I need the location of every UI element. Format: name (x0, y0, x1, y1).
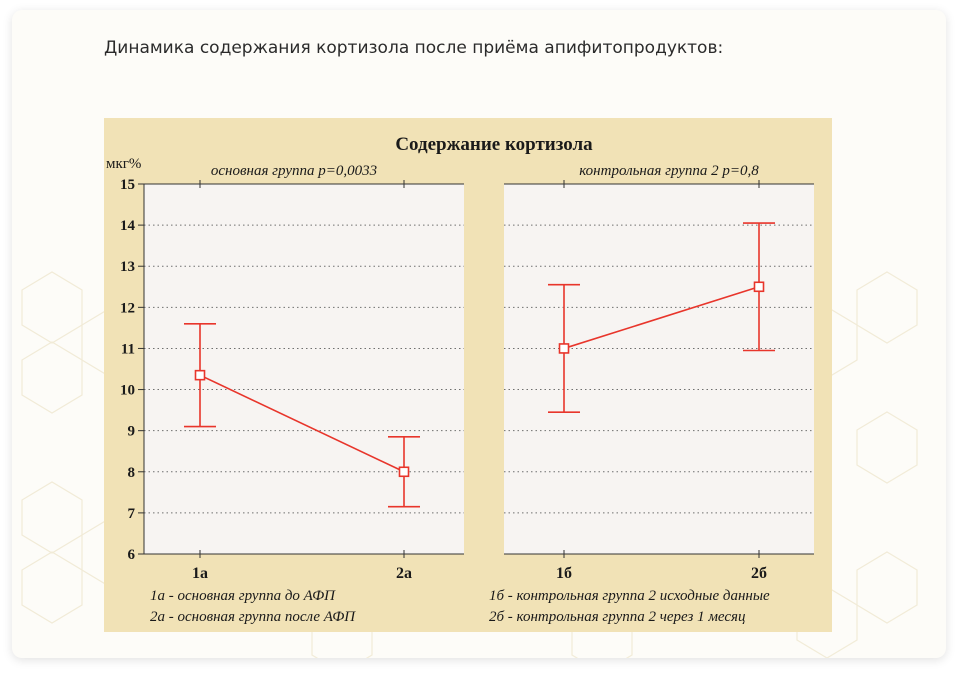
data-point (196, 371, 205, 380)
x-tick-label: 2б (751, 565, 767, 582)
legend-entry: 2а - основная группа после АФП (150, 609, 356, 625)
plot-area (504, 184, 814, 554)
chart-title: Содержание кортизола (395, 134, 593, 155)
page-heading: Динамика содержания кортизола после приёма апифитопродуктов: (104, 38, 724, 58)
legend-entry: 2б - контрольная группа 2 через 1 месяц (489, 609, 746, 625)
cortisol-chart (104, 118, 832, 632)
legend-entry: 1а - основная группа до АФП (150, 588, 335, 604)
plot-area (144, 184, 464, 554)
y-tick-label: 15 (120, 177, 135, 193)
y-tick-label: 13 (120, 259, 135, 276)
content-card (12, 10, 946, 658)
data-point (400, 467, 409, 476)
y-tick-label: 12 (120, 300, 135, 317)
data-point (560, 344, 569, 353)
y-tick-label: 11 (120, 341, 135, 358)
x-tick-label: 1б (556, 565, 572, 582)
y-axis-label: мкг% (106, 156, 142, 172)
y-tick-label: 9 (127, 423, 135, 440)
panel-subtitle: основная группа p=0,0033 (210, 163, 378, 179)
y-tick-label: 8 (127, 464, 135, 481)
cortisol-figure (104, 118, 832, 632)
panel-subtitle: контрольная группа 2 p=0,8 (579, 163, 759, 179)
y-tick-label: 7 (127, 505, 135, 522)
data-point (755, 282, 764, 291)
x-tick-label: 2а (396, 565, 412, 582)
y-tick-label: 14 (120, 218, 135, 235)
x-tick-label: 1а (192, 565, 208, 582)
y-tick-label: 6 (127, 547, 135, 563)
legend-entry: 1б - контрольная группа 2 исходные данные (489, 588, 770, 604)
y-tick-label: 10 (120, 382, 135, 399)
